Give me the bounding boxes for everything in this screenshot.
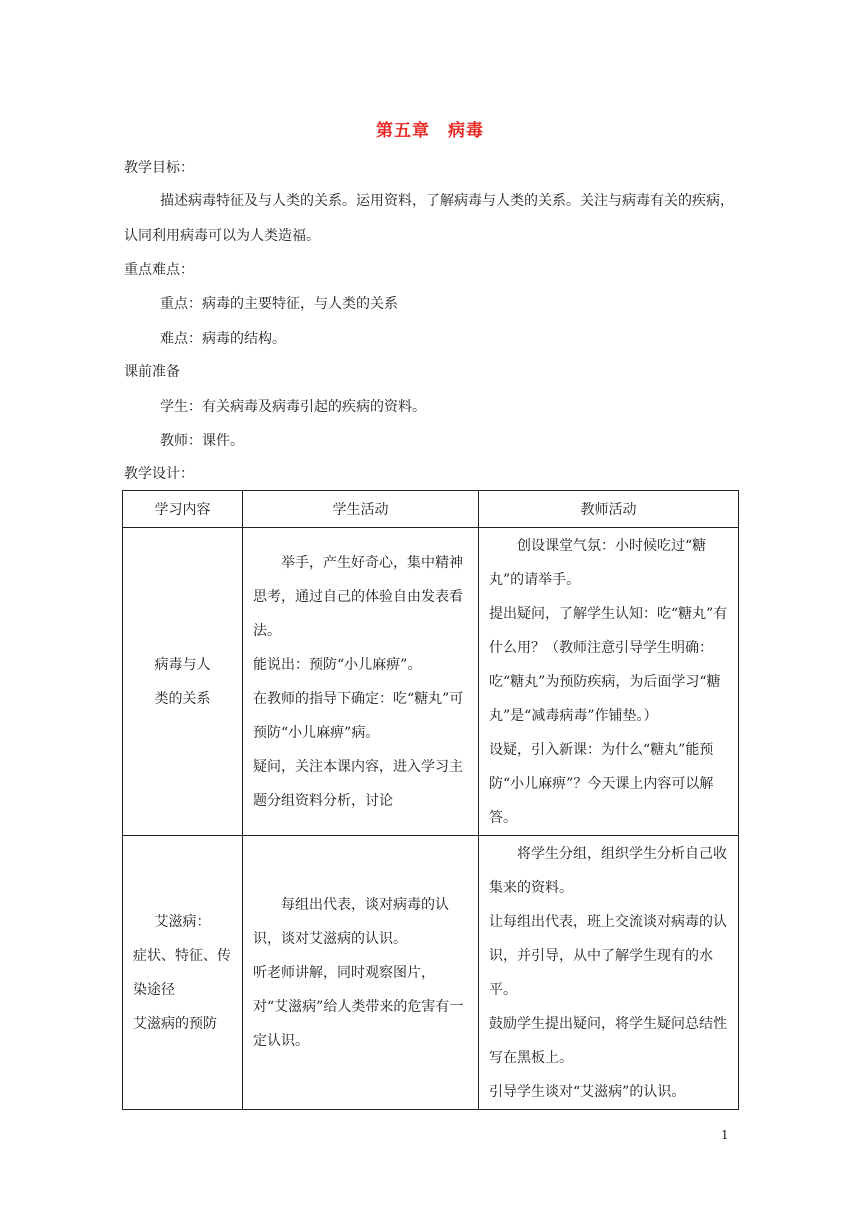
- page-number: 1: [721, 1128, 729, 1142]
- difficulty-text: 难点：病毒的结构。: [160, 331, 286, 347]
- teaching-design-table: [122, 490, 739, 1110]
- teacher-activity-line: 将学生分组，组织学生分析自己收集来的资料。: [489, 845, 727, 896]
- header-teacher-activity: 教师活动: [479, 491, 739, 528]
- teacher-activity-line: 设疑，引入新课：为什么“糖丸”能预防“小儿麻痹”？今天课上内容可以解答。: [489, 741, 714, 826]
- teacher-activity-line: 引导学生谈对“艾滋病”的认识。: [489, 1083, 686, 1100]
- student-activity-line: 举手，产生好奇心，集中精神思考，通过自己的体验自由发表看法。: [253, 554, 463, 639]
- prep-student-text: 学生：有关病毒及病毒引起的疾病的资料。: [160, 399, 426, 415]
- keypoint-text: 重点：病毒的主要特征，与人类的关系: [160, 296, 398, 312]
- header-content: 学习内容: [123, 491, 243, 528]
- teacher-activity-line: 鼓励学生提出疑问，将学生疑问总结性写在黑板上。: [489, 1015, 727, 1066]
- table-row: [123, 836, 739, 1110]
- teacher-activity-line: 提出疑问，了解学生认知：吃“糖丸”有什么用？（教师注意引导学生明确：吃“糖丸”为预防疾病，为后面学习“糖丸”是“减毒病毒”作铺垫。）: [489, 605, 728, 724]
- content-cell: [123, 836, 243, 1110]
- student-activity-line: 听老师讲解，同时观察图片，对“艾滋病”给人类带来的危害有一定认识。: [253, 964, 464, 1049]
- table-row: [123, 528, 739, 836]
- objectives-text: 描述病毒特征及与人类的关系。运用资料，了解病毒与人类的关系。关注与病毒有关的疾病，认同利用病毒可以为人类造福。: [124, 193, 734, 244]
- page-title: 第五章 病毒: [376, 121, 484, 141]
- keypoints-heading: 重点难点：: [124, 262, 194, 278]
- header-student-activity: 学生活动: [243, 491, 479, 528]
- content-line: 艾滋病的预防: [133, 1015, 217, 1032]
- table-header-row: [123, 491, 739, 528]
- student-activity-line: 能说出：预防“小儿麻痹”。: [253, 656, 422, 673]
- student-activity-cell: [243, 836, 479, 1110]
- teacher-activity-line: 创设课堂气氛：小时候吃过“糖丸”的请举手。: [489, 537, 707, 588]
- objectives-heading: 教学目标：: [124, 160, 194, 176]
- teacher-activity-line: 让每组出代表，班上交流谈对病毒的认识，并引导，从中了解学生现有的水平。: [489, 913, 727, 998]
- content-line: 艾滋病：: [154, 913, 211, 930]
- teacher-activity-cell: [479, 836, 739, 1110]
- student-activity-line: 每组出代表，谈对病毒的认识，谈对艾滋病的认识。: [253, 896, 449, 947]
- content-cell: [123, 528, 243, 836]
- student-activity-line: 疑问，关注本课内容，进入学习主题分组资料分析，讨论: [253, 758, 463, 809]
- prep-teacher-text: 教师：课件。: [160, 433, 244, 449]
- content-line: 症状、特征、传染途径: [133, 947, 231, 998]
- content-line: 病毒与人: [154, 656, 211, 673]
- student-activity-line: 在教师的指导下确定：吃“糖丸”可预防“小儿麻痹”病。: [253, 690, 464, 741]
- content-line: 类的关系: [154, 690, 211, 707]
- design-heading: 教学设计：: [124, 466, 194, 482]
- prep-heading: 课前准备: [124, 364, 180, 380]
- student-activity-cell: [243, 528, 479, 836]
- teacher-activity-cell: [479, 528, 739, 836]
